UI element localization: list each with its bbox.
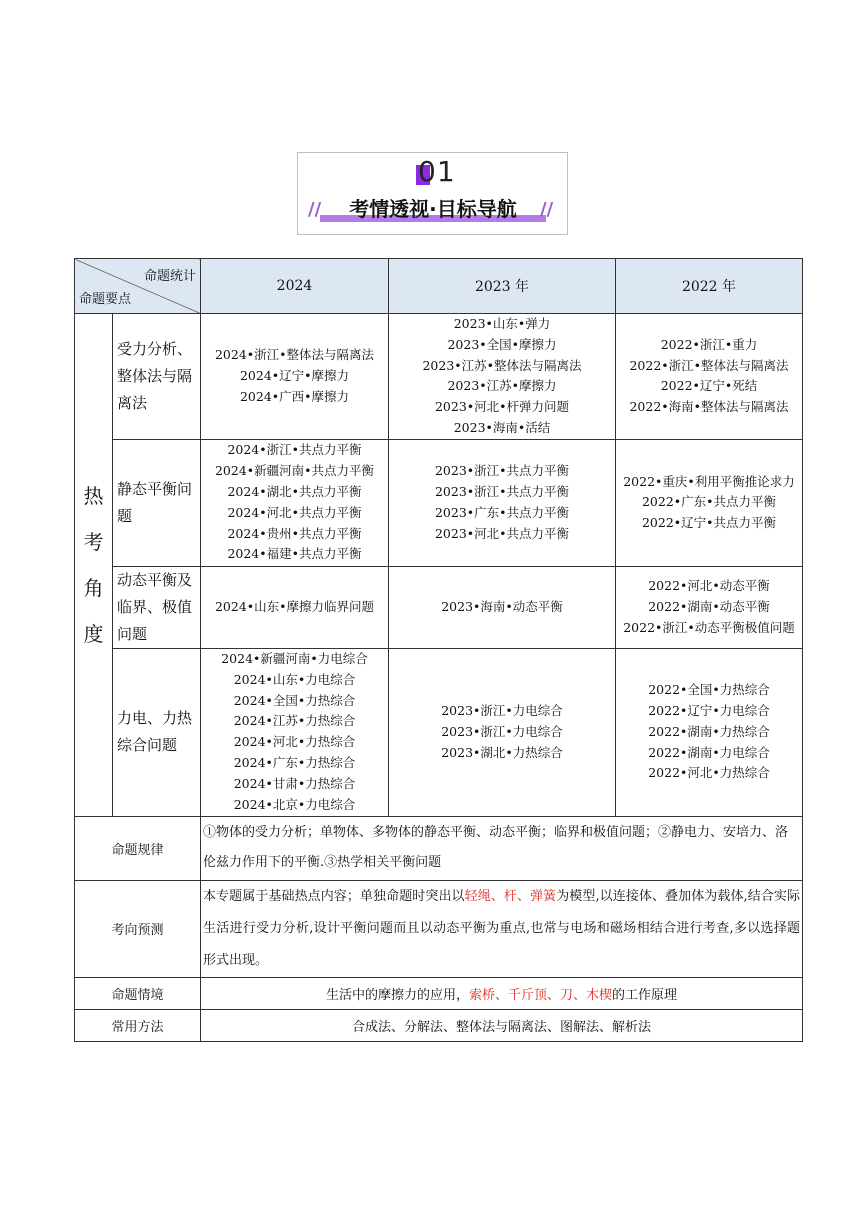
list-item: 2023•江苏•摩擦力 — [447, 378, 557, 394]
list-item: 2023•浙江•力电综合 — [441, 723, 563, 739]
list-item: 2024•甘肃•力热综合 — [233, 775, 356, 791]
forecast-text-before: 本专题属于基础热点内容；单独命题时突出以 — [203, 888, 465, 904]
list-item: 2022•海南•整体法与隔离法 — [629, 399, 789, 415]
list-item: 2023•全国•摩擦力 — [447, 336, 557, 352]
table-row — [75, 314, 803, 440]
list-item: 2022•湖南•力热综合 — [648, 723, 770, 739]
forecast-label: 考向预测 — [75, 880, 201, 977]
corner-header-cell — [75, 259, 201, 314]
year-header-2022: 2022 年 — [616, 259, 803, 314]
list-item: 2023•江苏•整体法与隔离法 — [422, 357, 582, 373]
list-item: 2022•浙江•重力 — [660, 336, 758, 352]
list-item: 2024•山东•摩擦力临界问题 — [214, 598, 375, 614]
items-2023-cell — [389, 566, 616, 648]
list-item: 2024•新疆河南•力电综合 — [221, 651, 368, 667]
items-2024-cell — [201, 648, 389, 816]
list-item: 2022•辽宁•死结 — [660, 378, 758, 394]
topic-cell: 受力分析、整体法与隔离法 — [113, 314, 201, 440]
items-2022-cell — [616, 439, 803, 566]
group-label-cell — [75, 314, 113, 817]
table-row — [75, 648, 803, 816]
items-2023-cell — [389, 314, 616, 440]
list-item: 2023•浙江•共点力平衡 — [434, 463, 570, 479]
list-item: 2022•全国•力热综合 — [648, 682, 770, 698]
scenario-row — [75, 977, 803, 1009]
items-2024-cell — [201, 566, 389, 648]
forecast-text — [201, 880, 803, 977]
scenario-text-after: 的工作原理 — [612, 987, 678, 1003]
rule-text: ①物体的受力分析；单物体、多物体的静态平衡、动态平衡；临界和极值问题；②静电力、安培力、洛伦兹力作用下的平衡.③热学相关平衡问题 — [201, 816, 803, 880]
list-item: 2024•河北•力热综合 — [233, 734, 356, 750]
section-badge — [297, 152, 568, 235]
list-item: 2024•新疆河南•共点力平衡 — [214, 463, 375, 479]
list-item: 2023•海南•动态平衡 — [441, 598, 563, 614]
topic-cell: 静态平衡问题 — [113, 439, 201, 566]
topic-cell: 动态平衡及临界、极值问题 — [113, 566, 201, 648]
list-item: 2024•浙江•整体法与隔离法 — [214, 347, 375, 363]
items-2024-cell — [201, 314, 389, 440]
list-item: 2024•湖北•共点力平衡 — [227, 483, 362, 499]
methods-text: 合成法、分解法、整体法与隔离法、图解法、解析法 — [201, 1009, 803, 1041]
group-label-char: 热 — [83, 483, 104, 508]
list-item: 2024•河北•共点力平衡 — [227, 504, 362, 520]
list-item: 2024•浙江•共点力平衡 — [227, 442, 362, 458]
list-item: 2024•江苏•力热综合 — [233, 713, 356, 729]
forecast-highlight: 轻绳、杆、弹簧 — [464, 888, 557, 904]
year-header-2023: 2023 年 — [389, 259, 616, 314]
list-item: 2022•广东•共点力平衡 — [641, 494, 777, 510]
list-item: 2023•山东•弹力 — [453, 316, 551, 331]
items-2022-cell — [616, 648, 803, 816]
list-item: 2023•浙江•共点力平衡 — [434, 483, 570, 499]
list-item: 2022•辽宁•共点力平衡 — [641, 515, 777, 531]
list-item: 2022•河北•动态平衡 — [648, 578, 770, 594]
exam-analysis-table — [74, 258, 803, 1042]
list-item: 2023•河北•共点力平衡 — [434, 525, 570, 541]
slash-decoration-right: // — [540, 199, 554, 220]
topic-cell: 力电、力热综合问题 — [113, 648, 201, 816]
methods-label: 常用方法 — [75, 1009, 201, 1041]
rule-label: 命题规律 — [75, 816, 201, 880]
list-item: 2024•辽宁•摩擦力 — [239, 367, 350, 383]
scenario-text-before: 生活中的摩擦力的应用， — [325, 987, 469, 1003]
group-label-char: 角 — [83, 575, 104, 600]
badge-number: 01 — [418, 155, 456, 188]
items-2024-cell — [201, 439, 389, 566]
list-item: 2023•浙江•力电综合 — [441, 703, 563, 719]
list-item: 2022•重庆•利用平衡推论求力 — [623, 473, 795, 489]
list-item: 2022•河北•力热综合 — [648, 765, 770, 781]
table-header-row — [75, 259, 803, 314]
list-item: 2022•浙江•整体法与隔离法 — [629, 357, 789, 373]
scenario-highlight: 索桥、千斤顶、刀、木楔 — [468, 987, 612, 1003]
table-row — [75, 439, 803, 566]
items-2022-cell — [616, 566, 803, 648]
list-item: 2022•湖南•动态平衡 — [648, 598, 770, 614]
corner-bottom-label: 命题要点 — [79, 292, 132, 307]
list-item: 2024•广西•摩擦力 — [239, 388, 350, 404]
table-row — [75, 566, 803, 648]
slash-decoration-left: // — [308, 199, 322, 220]
items-2023-cell — [389, 648, 616, 816]
list-item: 2023•河北•杆弹力问题 — [434, 399, 570, 415]
list-item: 2022•辽宁•力电综合 — [648, 703, 770, 719]
group-label-char: 考 — [83, 529, 104, 554]
items-2023-cell — [389, 439, 616, 566]
badge-title: 考情透视·目标导航 — [349, 197, 517, 221]
list-item: 2023•广东•共点力平衡 — [434, 504, 570, 520]
list-item: 2024•全国•力热综合 — [233, 692, 356, 708]
corner-top-label: 命题统计 — [143, 269, 196, 284]
scenario-text — [201, 977, 803, 1009]
year-header-2024: 2024 — [201, 259, 389, 314]
scenario-label: 命题情境 — [75, 977, 201, 1009]
items-2022-cell — [616, 314, 803, 440]
group-label-char: 度 — [83, 621, 104, 646]
list-item: 2023•海南•活结 — [453, 419, 551, 435]
list-item: 2022•浙江•动态平衡极值问题 — [623, 619, 795, 635]
list-item: 2024•北京•力电综合 — [233, 796, 356, 812]
list-item: 2024•山东•力电综合 — [233, 671, 356, 687]
rule-row — [75, 816, 803, 880]
list-item: 2024•广东•力热综合 — [233, 755, 356, 771]
list-item: 2024•贵州•共点力平衡 — [227, 525, 362, 541]
list-item: 2022•湖南•力电综合 — [648, 744, 770, 760]
list-item: 2023•湖北•力热综合 — [441, 744, 563, 760]
forecast-row — [75, 880, 803, 977]
badge-title-bar — [308, 193, 558, 223]
list-item: 2024•福建•共点力平衡 — [227, 546, 362, 562]
methods-row — [75, 1009, 803, 1041]
forecast-text-after: 为模型,以连接体、叠加体为载体,结合实际生活进行受力分析,设计平衡问题而且以动态平衡为重点,也常与电场和磁场相结合进行考查,多以选择题形式出现。 — [203, 888, 800, 968]
